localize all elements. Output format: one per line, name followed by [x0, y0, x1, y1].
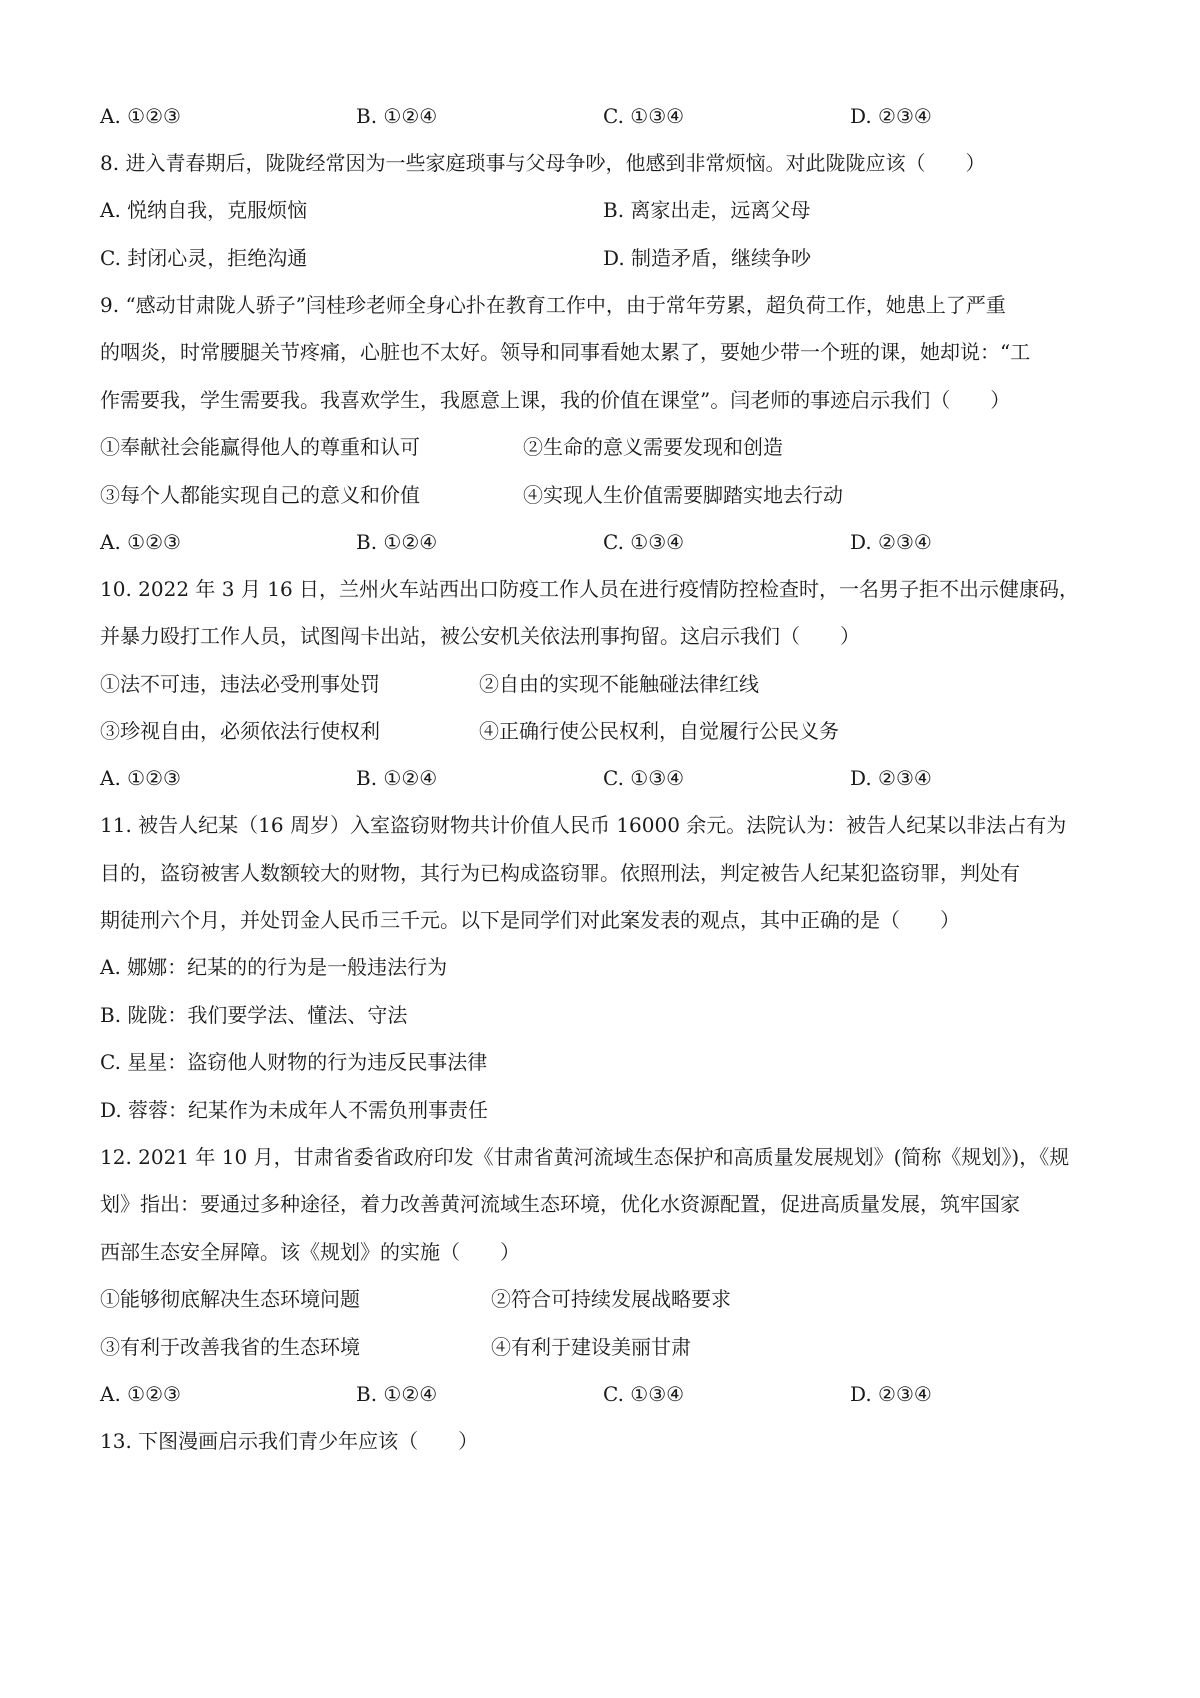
- q13-stem: 13. 下图漫画启示我们青少年应该（ ）: [100, 1429, 479, 1453]
- q9-stem-line-3: 作需要我，学生需要我。我喜欢学生，我愿意上课，我的价值在课堂”。闫老师的事迹启示我们（ ）: [100, 388, 1011, 412]
- q10-option-c: C. ①③④: [603, 766, 685, 790]
- q12-statement-1: ①能够彻底解决生态环境问题: [100, 1287, 360, 1311]
- q12-stem-line-3: 西部生态安全屏障。该《规划》的实施（ ）: [100, 1240, 520, 1264]
- q8-option-d: D. 制造矛盾，继续争吵: [603, 246, 812, 270]
- q12-stem-line-1: 12. 2021 年 10 月，甘肃省委省政府印发《甘肃省黄河流域生态保护和高质量发展规划》(简称《规划》)，《规: [100, 1145, 1070, 1169]
- q9-statement-4: ④实现人生价值需要脚踏实地去行动: [523, 483, 843, 507]
- q10-statement-2: ②自由的实现不能触碰法律红线: [479, 672, 759, 696]
- q9-option-d: D. ②③④: [850, 530, 932, 554]
- q10-option-b: B. ①②④: [356, 766, 438, 790]
- q7-option-d: D. ②③④: [850, 104, 932, 128]
- q10-stem-line-1: 10. 2022 年 3 月 16 日，兰州火车站西出口防疫工作人员在进行疫情防控检查时，一名男子拒不出示健康码，: [100, 577, 1080, 601]
- q8-option-a: A. 悦纳自我，克服烦恼: [100, 198, 308, 222]
- q8-option-c: C. 封闭心灵，拒绝沟通: [100, 246, 308, 270]
- q11-stem-line-3: 期徒刑六个月，并处罚金人民币三千元。以下是同学们对此案发表的观点，其中正确的是（ ）: [100, 908, 960, 932]
- q9-stem-line-1: 9. “感动甘肃陇人骄子”闫桂珍老师全身心扑在教育工作中，由于常年劳累，超负荷工作，她患上了严重: [100, 293, 1006, 317]
- q8-option-b: B. 离家出走，远离父母: [603, 198, 811, 222]
- q9-statement-2: ②生命的意义需要发现和创造: [523, 435, 783, 459]
- q11-option-a: A. 娜娜：纪某的的行为是一般违法行为: [100, 955, 448, 979]
- q11-option-b: B. 陇陇：我们要学法、懂法、守法: [100, 1003, 408, 1027]
- q11-option-c: C. 星星：盗窃他人财物的行为违反民事法律: [100, 1050, 488, 1074]
- q12-option-b: B. ①②④: [356, 1382, 438, 1406]
- q10-option-a: A. ①②③: [100, 766, 181, 790]
- q9-statement-1: ①奉献社会能赢得他人的尊重和认可: [100, 435, 420, 459]
- q9-stem-line-2: 的咽炎，时常腰腿关节疼痛，心脏也不太好。领导和同事看她太累了，要她少带一个班的课，她却说：“工: [100, 340, 1031, 364]
- q7-option-c: C. ①③④: [603, 104, 685, 128]
- q12-option-a: A. ①②③: [100, 1382, 181, 1406]
- q7-option-b: B. ①②④: [356, 104, 438, 128]
- q8-stem: 8. 进入青春期后，陇陇经常因为一些家庭琐事与父母争吵，他感到非常烦恼。对此陇陇应该（ ）: [100, 151, 986, 175]
- q9-option-c: C. ①③④: [603, 530, 685, 554]
- q12-stem-line-2: 划》指出：要通过多种途径，着力改善黄河流域生态环境，优化水资源配置，促进高质量发展，筑牢国家: [100, 1192, 1020, 1216]
- q10-stem-line-2: 并暴力殴打工作人员，试图闯卡出站，被公安机关依法刑事拘留。这启示我们（ ）: [100, 624, 860, 648]
- q11-option-d: D. 蓉蓉：纪某作为未成年人不需负刑事责任: [100, 1098, 489, 1122]
- q10-statement-1: ①法不可违，违法必受刑事处罚: [100, 672, 380, 696]
- q12-option-c: C. ①③④: [603, 1382, 685, 1406]
- q12-statement-2: ②符合可持续发展战略要求: [491, 1287, 731, 1311]
- q12-statement-3: ③有利于改善我省的生态环境: [100, 1335, 360, 1359]
- q10-option-d: D. ②③④: [850, 766, 932, 790]
- q9-option-b: B. ①②④: [356, 530, 438, 554]
- q10-statement-3: ③珍视自由，必须依法行使权利: [100, 719, 380, 743]
- q10-statement-4: ④正确行使公民权利，自觉履行公民义务: [479, 719, 839, 743]
- q11-stem-line-1: 11. 被告人纪某（16 周岁）入室盗窃财物共计价值人民币 16000 余元。法院认为：被告人纪某以非法占有为: [100, 813, 1067, 837]
- q12-statement-4: ④有利于建设美丽甘肃: [491, 1335, 691, 1359]
- q11-stem-line-2: 目的，盗窃被害人数额较大的财物，其行为已构成盗窃罪。依照刑法，判定被告人纪某犯盗窃罪，判处有: [100, 861, 1020, 885]
- q7-option-a: A. ①②③: [100, 104, 181, 128]
- q12-option-d: D. ②③④: [850, 1382, 932, 1406]
- q9-statement-3: ③每个人都能实现自己的意义和价值: [100, 483, 420, 507]
- q9-option-a: A. ①②③: [100, 530, 181, 554]
